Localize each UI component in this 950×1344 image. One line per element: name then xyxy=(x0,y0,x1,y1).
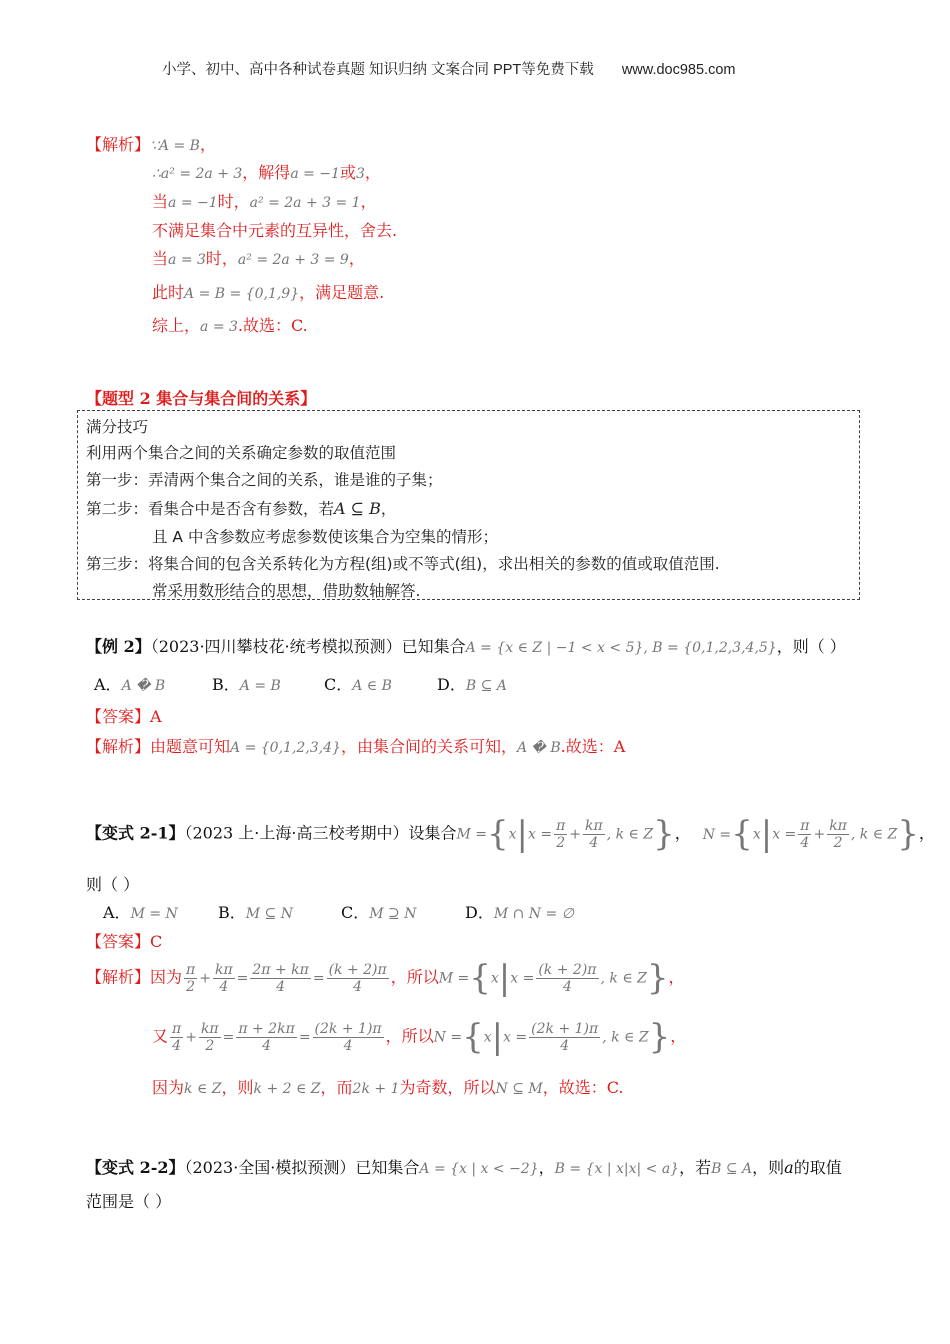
frac-num: kπ xyxy=(214,961,233,978)
math-expr: A � B xyxy=(516,740,561,756)
math-op: + xyxy=(813,826,826,843)
punct: ， xyxy=(199,135,216,154)
option-math: A = B xyxy=(239,678,281,694)
variant21-answer xyxy=(86,929,162,952)
variant-source: （2023 上·上海·高三校考期中）设集合 xyxy=(184,823,457,843)
frac-num: (2k + 1)π xyxy=(531,1020,599,1037)
text: 为奇数，所以 xyxy=(399,1078,496,1097)
variant-label: 【变式 2-1】 xyxy=(86,823,185,843)
punct: ， xyxy=(674,823,691,843)
math-op: = xyxy=(298,1029,311,1046)
math-expr: , k ∈ Z xyxy=(600,970,647,987)
analysis-label: 【解析】 xyxy=(86,135,151,154)
math-expr: N = xyxy=(702,826,732,843)
punct: ， xyxy=(670,1026,687,1046)
text: 又 xyxy=(152,1026,169,1046)
header-text: 小学、初中、高中各种试卷真题 知识归纳 文案合同 PPT等免费下载 xyxy=(162,62,594,78)
math-expr: k ∈ Z xyxy=(184,1081,222,1097)
text: ，满足题意. xyxy=(299,283,385,302)
frac-den: 4 xyxy=(343,1037,353,1054)
frac-den: 4 xyxy=(800,834,810,851)
tips-line1: 利用两个集合之间的关系确定参数的取值范围 xyxy=(86,444,397,462)
answer-value: A xyxy=(150,707,162,726)
example-source: （2023·四川攀枝花·统考模拟预测）已知集合 xyxy=(150,637,466,656)
variant21-question: 【变式 2-1】（2023 上·上海·高三校考期中）设集合M ={x|x = $\frac{\pi}{2}$ + $\frac{k\pi}{4}$ , k ∈ Z}， N ={x|x = $\frac{\pi}{4}$ + $\frac{k\pi}{2}$ , k ∈ Z}， xyxy=(86,814,935,854)
tips-line5: 第三步：将集合间的包含关系转化为方程(组)或不等式(组)，求出相关的参数的值或取值范围. xyxy=(86,555,720,573)
option-math: A � B xyxy=(121,678,166,694)
text: 因为 xyxy=(150,967,183,987)
frac-num: (k + 2)π xyxy=(538,961,597,978)
option-letter: D． xyxy=(465,903,494,922)
frac-num: kπ xyxy=(585,817,603,834)
frac-num: kπ xyxy=(829,817,847,834)
math-expr: B = {x | x|x| < a} xyxy=(554,1161,680,1177)
math-expr: a = 3 xyxy=(200,319,238,335)
math-expr: A ⊆ B xyxy=(334,499,381,518)
math-op: + xyxy=(569,826,582,843)
option-letter: C． xyxy=(341,903,370,922)
math-expr: 3 xyxy=(355,166,365,182)
text: .故选：C. xyxy=(237,316,308,335)
option-math: M ⊇ N xyxy=(369,906,417,922)
punct: ， xyxy=(538,1158,555,1177)
math-op: = xyxy=(236,970,249,987)
text: 时， xyxy=(205,249,238,268)
option-letter: B． xyxy=(212,675,240,694)
text: 的取值 xyxy=(793,1158,842,1177)
frac-den: 2 xyxy=(556,834,566,851)
frac-den: 2 xyxy=(186,978,196,995)
math-var: x xyxy=(508,826,517,843)
math-expr: , k ∈ Z xyxy=(602,1029,649,1046)
tips-title: 满分技巧 xyxy=(86,418,149,436)
variant22-question xyxy=(86,1155,842,1178)
math-expr: a² = 2a + 3 = 1 xyxy=(249,195,361,211)
analysis1-line3 xyxy=(152,189,377,212)
frac-num: π xyxy=(172,1020,182,1037)
math-op: = xyxy=(222,1029,235,1046)
analysis1-line2 xyxy=(152,160,381,183)
analysis1-line7 xyxy=(152,313,308,336)
text: ，则（ ） xyxy=(776,637,846,656)
variant21-option-d[interactable] xyxy=(465,900,574,923)
variant21-option-c[interactable] xyxy=(341,900,416,923)
example2-option-c[interactable] xyxy=(324,672,392,695)
text: ，若 xyxy=(679,1158,712,1177)
option-letter: A． xyxy=(94,675,122,694)
math-op: = xyxy=(312,970,325,987)
example2-option-b[interactable] xyxy=(212,672,281,695)
option-letter: C． xyxy=(324,675,353,694)
analysis1-line1 xyxy=(86,132,216,155)
frac-den: 4 xyxy=(560,1037,570,1054)
text: ，所以 xyxy=(390,967,439,987)
punct: ， xyxy=(380,500,397,518)
frac-den: 4 xyxy=(276,978,286,995)
frac-num: π + 2kπ xyxy=(238,1020,295,1037)
math-expr: x = xyxy=(510,970,535,987)
option-letter: A． xyxy=(103,903,131,922)
option-letter: D． xyxy=(437,675,466,694)
variant22-line2: 范围是（ ） xyxy=(86,1192,172,1211)
text: ，而 xyxy=(320,1078,353,1097)
math-op: + xyxy=(199,970,211,987)
math-var: a xyxy=(784,1158,794,1177)
math-expr: x = xyxy=(528,826,553,843)
variant-source: （2023·全国·模拟预测）已知集合 xyxy=(184,1158,420,1177)
math-expr: 2k + 1 xyxy=(352,1081,400,1097)
answer-label: 【答案】 xyxy=(86,932,151,951)
option-math: A ∈ B xyxy=(352,678,392,694)
text: ，则 xyxy=(752,1158,785,1177)
frac-num: π xyxy=(800,817,810,834)
math-expr: a = −1 xyxy=(290,166,340,182)
analysis-label: 【解析】 xyxy=(86,737,151,756)
option-letter: B． xyxy=(218,903,246,922)
tips-line4: 且 A 中含参数应考虑参数使该集合为空集的情形； xyxy=(152,528,498,546)
text: ，则 xyxy=(221,1078,254,1097)
math-expr: A = {0,1,2,3,4} xyxy=(230,740,341,756)
variant-label: 【变式 2-2】 xyxy=(86,1158,185,1177)
frac-den: 4 xyxy=(589,834,599,851)
example2-question xyxy=(86,634,846,657)
frac-den: 4 xyxy=(172,1037,182,1054)
math-expr: a² = 2a + 3 = 9 xyxy=(237,252,349,268)
punct: ， xyxy=(348,249,365,268)
variant21-analysis-line1: 【解析】因为 $\frac{\pi}{2}$ + $\frac{k\pi}{4}$ = $\frac{2\pi + k\pi}{4}$ = $\frac{(k + 2)\pi}{4}$ ，所以M ={x|x = $\frac{(k + 2)\pi}{4}$ , k ∈ Z}， xyxy=(86,958,685,998)
text: ，由集合间的关系可知， xyxy=(340,737,517,756)
tips-line3 xyxy=(86,497,396,519)
text: .故选：A xyxy=(560,737,626,756)
text: 由题意可知 xyxy=(150,737,231,756)
math-expr: B ⊆ A xyxy=(711,1161,753,1177)
variant21-analysis-line2: 又 $\frac{\pi}{4}$ + $\frac{k\pi}{2}$ = $\frac{\pi + 2k\pi}{4}$ = $\frac{(2k + 1)\pi}{4}$ ，所以N ={x|x = $\frac{(2k + 1)\pi}{4}$ , k ∈ Z}， xyxy=(152,1017,687,1057)
frac-num: (2k + 1)π xyxy=(314,1020,382,1037)
math-expr: A = {x | x < −2} xyxy=(419,1161,539,1177)
example2-answer xyxy=(86,704,162,727)
example2-analysis xyxy=(86,734,625,757)
math-expr: x = xyxy=(772,826,797,843)
math-expr: A = B = {0,1,9} xyxy=(184,286,300,302)
tips-line2: 第一步：弄清两个集合之间的关系，谁是谁的子集； xyxy=(86,471,443,489)
tips-line6: 常采用数形结合的思想，借助数轴解答. xyxy=(152,582,421,600)
text: 第二步：看集合中是否含有参数，若 xyxy=(86,500,335,518)
answer-label: 【答案】 xyxy=(86,707,151,726)
frac-num: 2π + kπ xyxy=(252,961,309,978)
example2-option-d[interactable] xyxy=(437,672,507,695)
analysis1-line6 xyxy=(152,280,384,303)
text: ，故选：C. xyxy=(542,1078,624,1097)
example-label: 【例 2】 xyxy=(86,637,151,656)
frac-den: 4 xyxy=(262,1037,272,1054)
option-math: B ⊆ A xyxy=(465,678,507,694)
math-var: x xyxy=(490,970,499,987)
text: 时， xyxy=(217,192,250,211)
header-url[interactable]: www.doc985.com xyxy=(621,62,736,78)
text: 综上， xyxy=(152,316,201,335)
punct: ， xyxy=(364,163,381,182)
math-expr: a = −1 xyxy=(168,195,218,211)
math-op: + xyxy=(185,1029,197,1046)
math-expr: ∴a² = 2a + 3 xyxy=(152,166,243,182)
text: ，所以 xyxy=(385,1026,434,1046)
frac-num: kπ xyxy=(200,1020,219,1037)
variant21-line2: 则（ ） xyxy=(86,875,140,894)
option-math: M ⊆ N xyxy=(245,906,293,922)
text: 当 xyxy=(152,192,169,211)
text: ，解得 xyxy=(242,163,291,182)
frac-num: π xyxy=(556,817,566,834)
section-heading-type2: 【题型 2 集合与集合间的关系】 xyxy=(86,389,317,408)
math-expr: a = 3 xyxy=(168,252,206,268)
option-math: M ∩ N = ∅ xyxy=(493,906,574,922)
frac-den: 4 xyxy=(353,978,363,995)
variant21-option-b[interactable] xyxy=(218,900,293,923)
math-expr: , k ∈ Z xyxy=(850,826,898,843)
variant21-option-a[interactable] xyxy=(103,900,178,923)
math-expr: ∵A = B xyxy=(150,138,200,154)
punct: ， xyxy=(668,967,685,987)
punct: ， xyxy=(918,823,935,843)
math-expr: N ⊆ M xyxy=(495,1081,543,1097)
variant21-analysis-line3 xyxy=(152,1075,623,1098)
text: 或 xyxy=(339,163,356,182)
math-expr: k + 2 ∈ Z xyxy=(253,1081,321,1097)
math-expr: M = xyxy=(456,826,487,843)
math-var: x xyxy=(483,1029,492,1046)
frac-num: π xyxy=(186,961,196,978)
text: 此时 xyxy=(152,283,185,302)
answer-value: C xyxy=(150,932,163,951)
analysis-label: 【解析】 xyxy=(86,967,151,987)
text: 因为 xyxy=(152,1078,185,1097)
example2-option-a[interactable] xyxy=(94,672,165,695)
math-expr: A = {x ∈ Z | −1 < x < 5}, B = {0,1,2,3,4,5} xyxy=(465,640,777,656)
math-expr: M = xyxy=(438,970,470,987)
math-expr: N = xyxy=(433,1029,463,1046)
frac-den: 4 xyxy=(562,978,572,995)
frac-den: 2 xyxy=(833,834,843,851)
page-header xyxy=(162,58,735,79)
math-expr: x = xyxy=(503,1029,528,1046)
punct: ， xyxy=(360,192,377,211)
math-expr: , k ∈ Z xyxy=(606,826,654,843)
frac-den: 2 xyxy=(205,1037,215,1054)
analysis1-line4: 不满足集合中元素的互异性，舍去. xyxy=(152,221,398,240)
frac-den: 4 xyxy=(219,978,229,995)
analysis1-line5 xyxy=(152,246,365,269)
frac-num: (k + 2)π xyxy=(328,961,387,978)
text: 当 xyxy=(152,249,169,268)
option-math: M = N xyxy=(130,906,178,922)
math-var: x xyxy=(752,826,761,843)
